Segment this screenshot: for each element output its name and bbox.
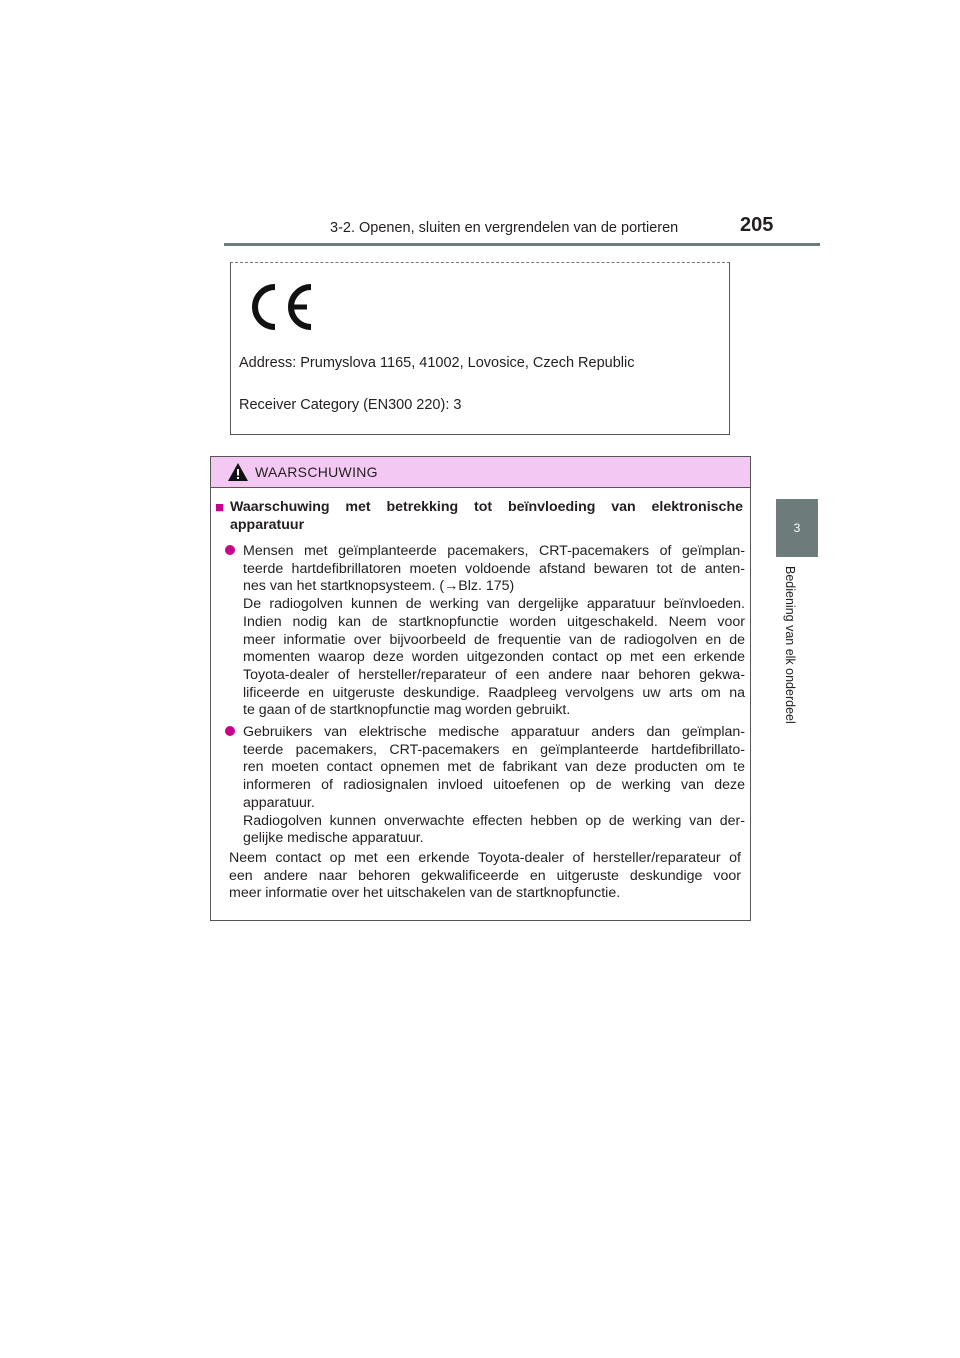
warning-heading-line: apparatuur (230, 516, 305, 533)
bullet-line: Indien nodig kan de startknopfunctie worden uitgeschakeld. Neem voor (243, 613, 745, 630)
bullet-line: momenten waarop deze worden uitgezonden contact op met een erkende (243, 649, 745, 666)
square-bullet-icon: ■ (215, 499, 225, 516)
bullet-line: meer informatie over bijvoorbeeld de frequentie van de radiogolven en de (243, 631, 745, 648)
bullet-line: Mensen met geïmplanteerde pacemakers, CRT-pacemakers of geïmplan- (243, 543, 745, 559)
warning-title: WAARSCHUWING (255, 464, 378, 480)
bullet-line: Radiogolven kunnen onverwachte effecten hebben op de werking van der- (243, 812, 745, 829)
bullet-line: gelijke medische apparatuur. (243, 830, 424, 847)
bullet-line: lificeerde en uitgeruste deskundige. Raadpleeg vervolgens uw arts om na (243, 684, 745, 701)
bullet-item-medical-equipment (225, 724, 745, 848)
label-address: Address: Prumyslova 1165, 41002, Lovosice, Czech Republic (239, 355, 635, 371)
header-rule (224, 243, 820, 246)
ce-mark-icon (247, 281, 315, 333)
bullet-line: De radiogolven kunnen de werking van dergelijke apparatuur beïnvloeden. (243, 596, 745, 613)
chapter-title: Bediening van elk onderdeel (783, 566, 797, 724)
page-number: 205 (740, 214, 774, 236)
bullet-line: Toyota-dealer of hersteller/reparateur of een andere naar behoren gekwa- (243, 666, 745, 683)
label-receiver-category: Receiver Category (EN300 220): 3 (239, 397, 462, 413)
warning-heading (215, 499, 743, 534)
warning-box (210, 456, 751, 921)
paragraph-line: een andere naar behoren gekwalificeerde en uitgeruste deskundige voor (229, 867, 741, 884)
bullet-line: nes van het startknopsysteem. (→Blz. 175) (243, 578, 515, 595)
regulatory-label (230, 262, 730, 435)
warning-header (211, 457, 750, 488)
page-header-section: 3-2. Openen, sluiten en vergrendelen van de portieren (330, 220, 679, 236)
warning-triangle-icon (227, 462, 249, 482)
bullet-line: te gaan of de startknopfunctie mag worden gebruikt. (243, 702, 571, 719)
paragraph-line: meer informatie over het uitschakelen van de startknopfunctie. (229, 885, 621, 902)
chapter-tab: 3 (776, 499, 818, 557)
paragraph-line: Neem contact op met een erkende Toyota-dealer of hersteller/reparateur of (229, 850, 741, 866)
bullet-line: teerde hartdefibrillatoren moeten voldoende afstand bewaren tot de anten- (243, 560, 745, 577)
bullet-line: ren moeten contact opnemen met de fabrikant van deze producten om te (243, 759, 745, 776)
closing-paragraph (229, 850, 741, 903)
bullet-line: Gebruikers van elektrische medische apparatuur anders dan geïmplan- (243, 724, 745, 740)
bullet-line: informeren of radiosignalen invloed uitoefenen op de werking van deze (243, 777, 745, 794)
bullet-item-pacemakers (225, 543, 745, 720)
bullet-dot-icon (225, 545, 235, 555)
bullet-line: apparatuur. (243, 794, 315, 811)
bullet-line: teerde pacemakers, CRT-pacemakers en geïmplanteerde hartdefibrillato- (243, 741, 745, 758)
bullet-dot-icon (225, 726, 235, 736)
warning-heading-line: Waarschuwing met betrekking tot beïnvloeding van elektronische (230, 499, 743, 515)
